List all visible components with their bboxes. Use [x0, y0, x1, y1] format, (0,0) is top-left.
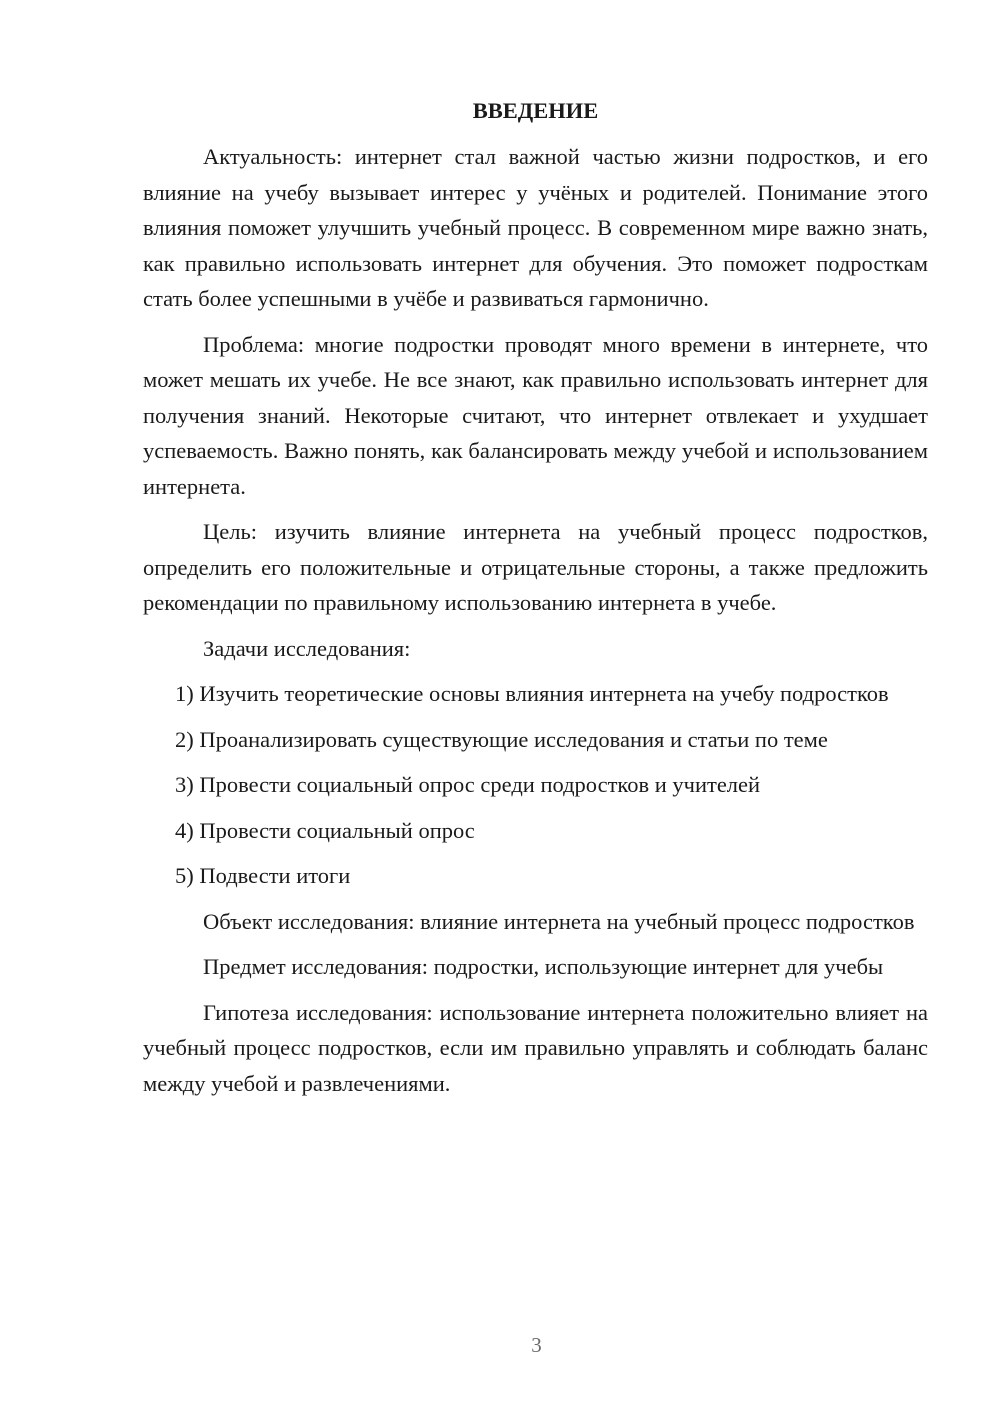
page-title: ВВЕДЕНИЕ	[472, 98, 599, 123]
page-number: 3	[531, 1333, 542, 1357]
paragraph-subject: Предмет исследования: подростки, использующие интернет для учебы	[203, 954, 884, 979]
tasks-heading: Задачи исследования:	[203, 635, 411, 661]
paragraph-object: Объект исследования: влияние интернета на учебный процесс подростков	[203, 908, 915, 934]
task-item: 2) Проанализировать существующие исследования и статьи по теме	[175, 726, 828, 752]
paragraph-hypothesis: Гипотеза исследования: использование интернета положительно влияет на учебный процесс подростков, если им правильно управлять и соблюдать баланс между учебой и развлечениями.	[143, 999, 928, 1096]
paragraph-goal: Цель: изучить влияние интернета на учебный процесс подростков, определить его положительные и отрицательные стороны, а также предложить рекомендации по правильному использованию интернета в учебе.	[143, 519, 928, 615]
task-item: 3) Провести социальный опрос среди подростков и учителей	[175, 772, 761, 797]
paragraph-relevance: Актуальность: интернет стал важной частью жизни подростков, и его влияние на учебу вызывает интерес у учёных и родителей. Понимание этого влияния поможет улучшить учебный процесс. В современном мире важно знать, как правильно использовать интернет для обучения. Это поможет подросткам стать более успешными в учёбе и развиваться гармонично.	[143, 144, 928, 311]
page-content	[143, 96, 928, 1111]
task-item: 5) Подвести итоги	[175, 863, 351, 888]
task-item: 1) Изучить теоретические основы влияния интернета на учебу подростков	[175, 681, 889, 706]
task-item: 4) Провести социальный опрос	[175, 817, 475, 843]
paragraph-problem: Проблема: многие подростки проводят много времени в интернете, что может мешать их учебе. Не все знают, как правильно использовать интернет для получения знаний. Некоторые считают, что интернет отвлекает и ухудшает успеваемость. Важно понять, как балансировать между учебой и использованием интернета.	[143, 331, 928, 499]
